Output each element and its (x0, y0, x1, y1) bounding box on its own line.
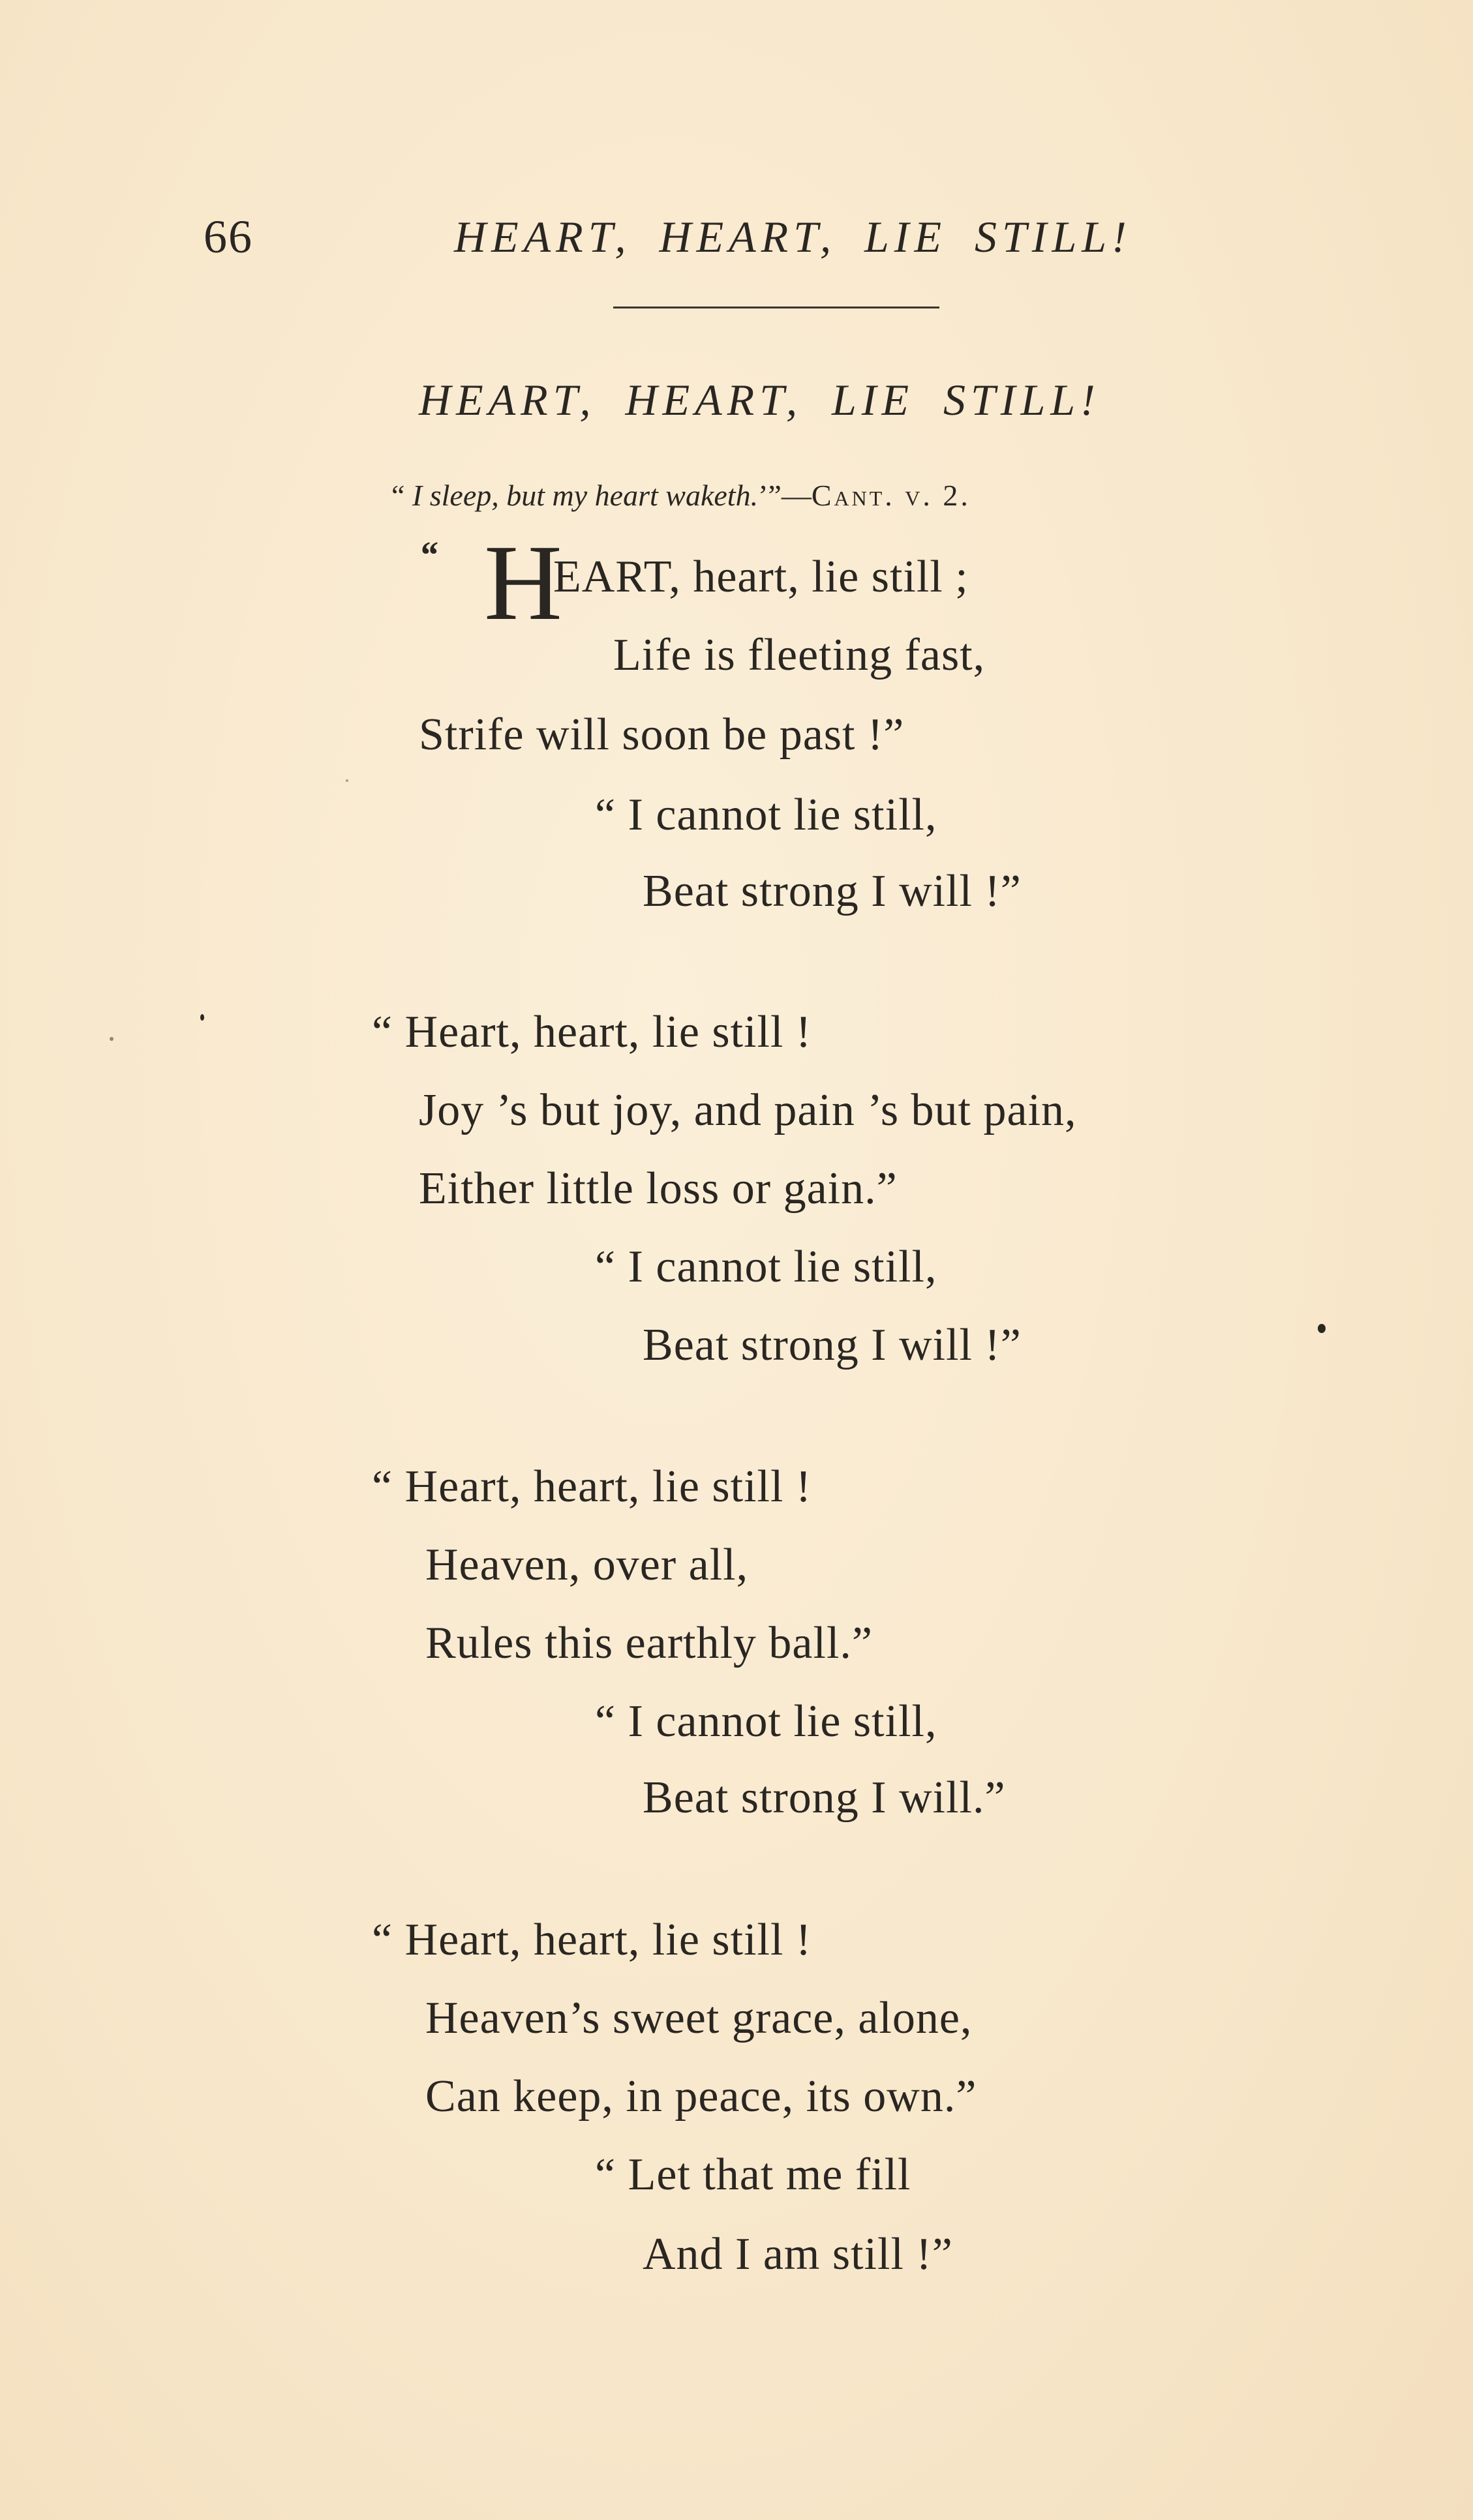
ink-speck (110, 1037, 114, 1041)
epigraph-source: Cant. v. 2. (811, 479, 971, 512)
page-number: 66 (204, 211, 253, 263)
verse-line: Beat strong I will !” (643, 866, 1022, 916)
verse-line: “ I cannot lie still, (595, 1696, 937, 1747)
running-head (0, 207, 1473, 266)
verse-line: “ Heart, heart, lie still ! (372, 1915, 812, 1965)
poem-title: HEART, HEART, LIE STILL! (419, 375, 1101, 425)
verse-line: “ I cannot lie still, (595, 1242, 937, 1292)
drop-cap: H (484, 522, 562, 642)
verse-line: “ I cannot lie still, (595, 790, 937, 840)
running-title: HEART, HEART, LIE STILL! (454, 212, 1132, 262)
ink-speck (1318, 1324, 1326, 1333)
drop-open-quote: “ (419, 533, 438, 576)
ink-speck (346, 779, 348, 782)
verse-line: Either little loss or gain.” (419, 1163, 898, 1214)
verse-line: Beat strong I will !” (643, 1320, 1022, 1370)
verse-line: Rules this earthly ball.” (425, 1618, 873, 1668)
verse-line: Can keep, in peace, its own.” (425, 2071, 977, 2122)
verse-line: Life is fleeting fast, (613, 630, 986, 680)
verse-line: Heaven’s sweet grace, alone, (425, 1993, 973, 2043)
header-divider (613, 307, 939, 308)
epigraph-text: I sleep, but my heart waketh. (412, 479, 759, 512)
epigraph (391, 473, 971, 518)
verse-line: Heaven, over all, (425, 1540, 749, 1590)
epigraph-close: ’”— (758, 479, 812, 512)
verse-line: Joy ’s but joy, and pain ’s but pain, (419, 1085, 1077, 1135)
ink-speck (200, 1014, 204, 1021)
verse-line: Strife will soon be past !” (419, 710, 905, 760)
verse-line: EART, heart, lie still ; (553, 552, 969, 602)
verse-line: Beat strong I will.” (643, 1773, 1006, 1823)
verse-line: And I am still !” (643, 2229, 953, 2279)
verse-line: “ Heart, heart, lie still ! (372, 1007, 812, 1057)
verse-line: “ Let that me fill (595, 2150, 911, 2200)
verse-line: “ Heart, heart, lie still ! (372, 1462, 812, 1512)
epigraph-open-quote: “ (391, 479, 405, 512)
